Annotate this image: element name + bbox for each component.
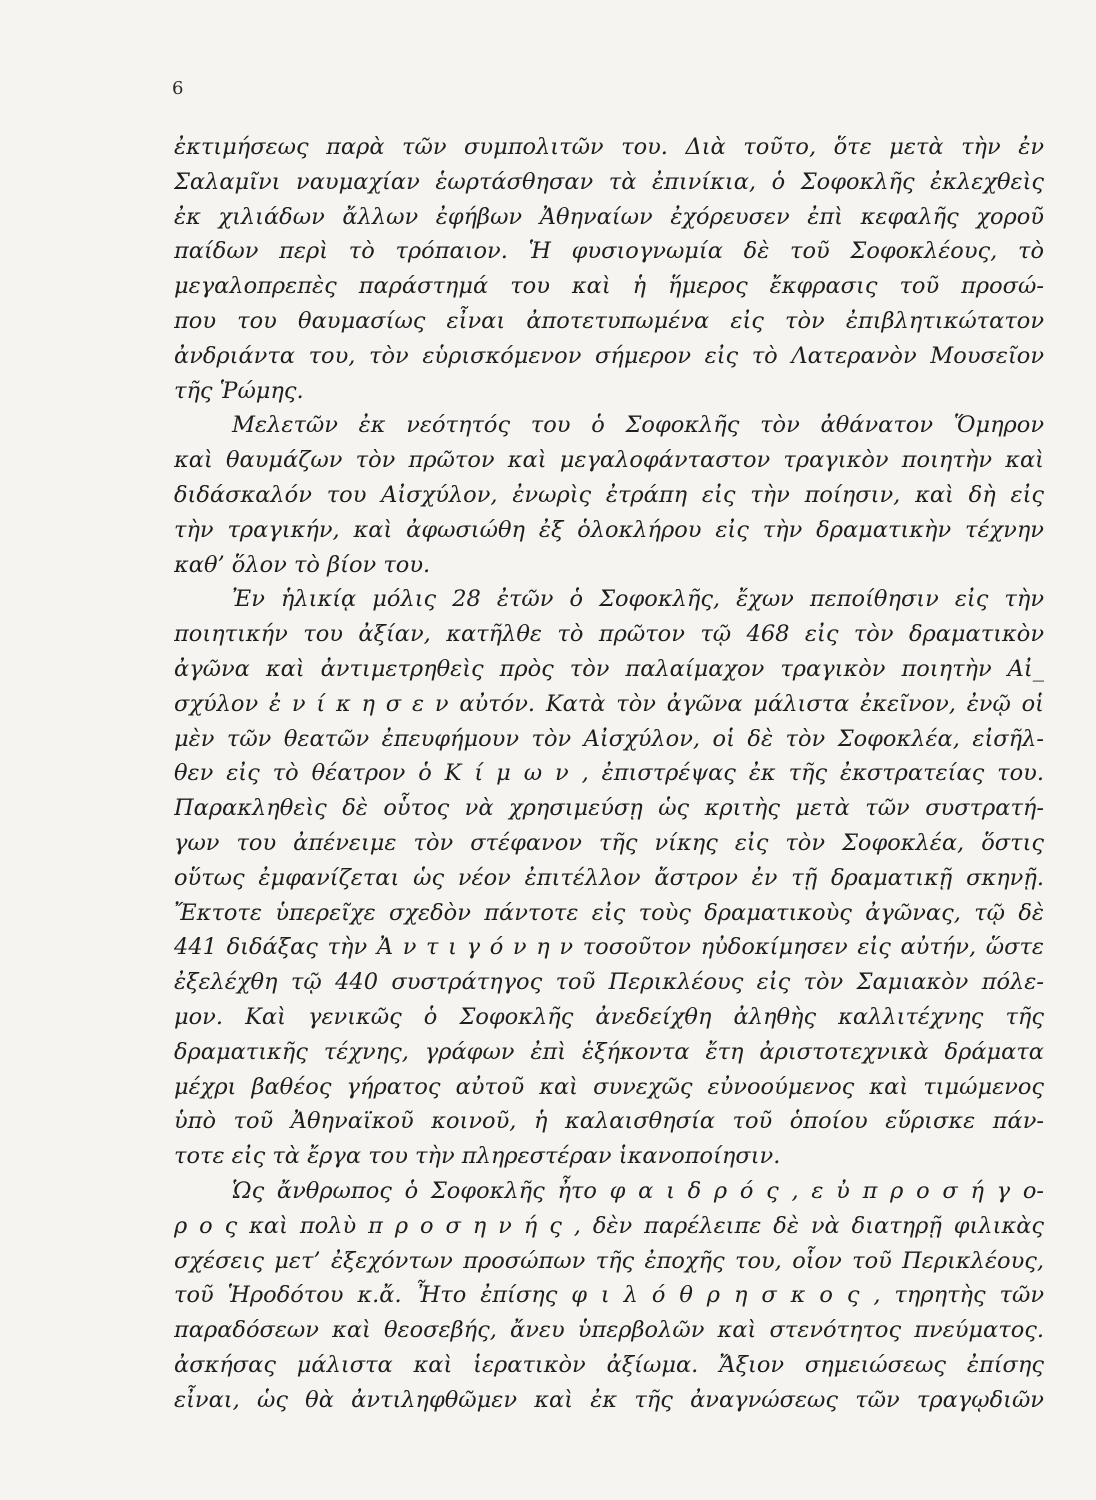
text-line: μέχρι βαθέος γήρατος αὐτοῦ καὶ συνεχῶς εὐνοούμενος καὶ τιμώμενος: [174, 1073, 1044, 1100]
text-line: καθ’ ὅλον τὸ βίον του.: [174, 551, 431, 578]
text-line: σχέσεις μετ’ ἐξεχόντων προσώπων τῆς ἐποχῆς του, οἷον τοῦ Περικλέους,: [174, 1247, 1044, 1274]
text-line: 441 διδάξας τὴν Ἀ ν τ ι γ ό ν η ν τοσοῦτον ηὐδοκίμησεν εἰς αὐτήν, ὥστε: [174, 934, 1044, 961]
text-line: καὶ θαυμάζων τὸν πρῶτον καὶ μεγαλοφάνταστον τραγικὸν ποιητὴν καὶ: [174, 447, 1044, 474]
text-line: τῆς Ῥώμης.: [174, 377, 304, 404]
text-line: γων του ἀπένειμε τὸν στέφανον τῆς νίκης εἰς τὸν Σοφοκλέα, ὅστις: [174, 829, 1044, 856]
text-line: Σαλαμῖνι ναυμαχίαν ἑωρτάσθησαν τὰ ἐπινίκια, ὁ Σοφοκλῆς ἐκλεχθεὶς: [174, 168, 1044, 195]
page-number: 6: [172, 78, 184, 99]
text-line: Ἔκτοτε ὑπερεῖχε σχεδὸν πάντοτε εἰς τοὺς δραματικοὺς ἀγῶνας, τῷ δὲ: [174, 899, 1044, 926]
text-line: Παρακληθεὶς δὲ οὗτος νὰ χρησιμεύσῃ ὡς κριτὴς μετὰ τῶν συστρατή-: [174, 795, 1044, 822]
text-line: που του θαυμασίως εἶναι ἀποτετυπωμένα εἰς τὸν ἐπιβλητικώτατον: [174, 307, 1044, 334]
text-line: μον. Καὶ γενικῶς ὁ Σοφοκλῆς ἀνεδείχθη ἀληθὴς καλλιτέχνης τῆς: [174, 1003, 1044, 1030]
text-line: τὴν τραγικήν, καὶ ἀφωσιώθη ἐξ ὁλοκλήρου εἰς τὴν δραματικὴν τέχνην: [174, 516, 1044, 543]
text-line: ὑπὸ τοῦ Ἀθηναϊκοῦ κοινοῦ, ἡ καλαισθησία τοῦ ὁποίου εὕρισκε πάν-: [174, 1108, 1044, 1135]
text-line: ἀγῶνα καὶ ἀντιμετρηθεὶς πρὸς τὸν παλαίμαχον τραγικὸν ποιητὴν Αἰ_: [174, 655, 1044, 682]
text-line: ρ ο ς καὶ πολὺ π ρ ο σ η ν ή ς , δὲν παρέλειπε δὲ νὰ διατηρῇ φιλικὰς: [174, 1212, 1044, 1239]
text-line: σχύλον ἐ ν ί κ η σ ε ν αὐτόν. Κατὰ τὸν ἀγῶνα μάλιστα ἐκεῖνον, ἐνῷ οἱ: [174, 690, 1044, 717]
text-line: παραδόσεων καὶ θεοσεβής, ἄνευ ὑπερβολῶν καὶ στενότητος πνεύματος.: [174, 1317, 1044, 1344]
text-line: Μελετῶν ἐκ νεότητός του ὁ Σοφοκλῆς τὸν ἀθάνατον Ὅμηρον: [232, 412, 1044, 439]
text-line: τοῦ Ἡροδότου κ.ἄ. Ἦτο ἐπίσης φ ι λ ό θ ρ η σ κ ο ς , τηρητὴς τῶν: [174, 1282, 1044, 1309]
text-line: παίδων περὶ τὸ τρόπαιον. Ἡ φυσιογνωμία δὲ τοῦ Σοφοκλέους, τὸ: [174, 238, 1044, 265]
text-line: ποιητικήν του ἀξίαν, κατῆλθε τὸ πρῶτον τῷ 468 εἰς τὸν δραματικὸν: [174, 621, 1044, 648]
text-line: Ἐν ἡλικίᾳ μόλις 28 ἐτῶν ὁ Σοφοκλῆς, ἔχων πεποίθησιν εἰς τὴν: [232, 586, 1044, 613]
text-line: μεγαλοπρεπὲς παράστημά του καὶ ἡ ἥμερος ἔκφρασις τοῦ προσώ-: [174, 273, 1044, 300]
text-line: διδάσκαλόν του Αἰσχύλον, ἐνωρὶς ἐτράπη εἰς τὴν ποίησιν, καὶ δὴ εἰς: [174, 481, 1044, 508]
text-line: θεν εἰς τὸ θέατρον ὁ Κ ί μ ω ν , ἐπιστρέψας ἐκ τῆς ἐκστρατείας του.: [174, 760, 1044, 787]
text-line: ἀνδριάντα του, τὸν εὑρισκόμενον σήμερον εἰς τὸ Λατερανὸν Μουσεῖον: [174, 342, 1044, 369]
text-line: εἶναι, ὡς θὰ ἀντιληφθῶμεν καὶ ἐκ τῆς ἀναγνώσεως τῶν τραγῳδιῶν: [174, 1386, 1044, 1413]
text-line: ἐκτιμήσεως παρὰ τῶν συμπολιτῶν του. Διὰ τοῦτο, ὅτε μετὰ τὴν ἐν: [174, 134, 1044, 160]
body-text: [174, 130, 1044, 1417]
text-line: ἀσκήσας μάλιστα καὶ ἱερατικὸν ἀξίωμα. Ἄξιον σημειώσεως ἐπίσης: [174, 1351, 1044, 1378]
text-line: ἐξελέχθη τῷ 440 συστράτηγος τοῦ Περικλέους εἰς τὸν Σαμιακὸν πόλε-: [174, 969, 1044, 996]
text-line: μὲν τῶν θεατῶν ἐπευφήμουν τὸν Αἰσχύλον, οἱ δὲ τὸν Σοφοκλέα, εἰσῆλ-: [174, 725, 1044, 752]
text-line: οὕτως ἐμφανίζεται ὡς νέον ἐπιτέλλον ἄστρον ἐν τῇ δραματικῇ σκηνῇ.: [174, 864, 1044, 891]
text-line: ἐκ χιλιάδων ἄλλων ἐφήβων Ἀθηναίων ἐχόρευσεν ἐπὶ κεφαλῆς χοροῦ: [174, 203, 1044, 230]
text-line: δραματικῆς τέχνης, γράφων ἐπὶ ἑξήκοντα ἔτη ἀριστοτεχνικὰ δράματα: [174, 1038, 1044, 1065]
text-line: τοτε εἰς τὰ ἔργα του τὴν πληρεστέραν ἱκανοποίησιν.: [174, 1143, 781, 1170]
text-line: Ὡς ἄνθρωπος ὁ Σοφοκλῆς ἦτο φ α ι δ ρ ό ς , ε ὐ π ρ ο σ ή γ ο-: [232, 1177, 1044, 1204]
